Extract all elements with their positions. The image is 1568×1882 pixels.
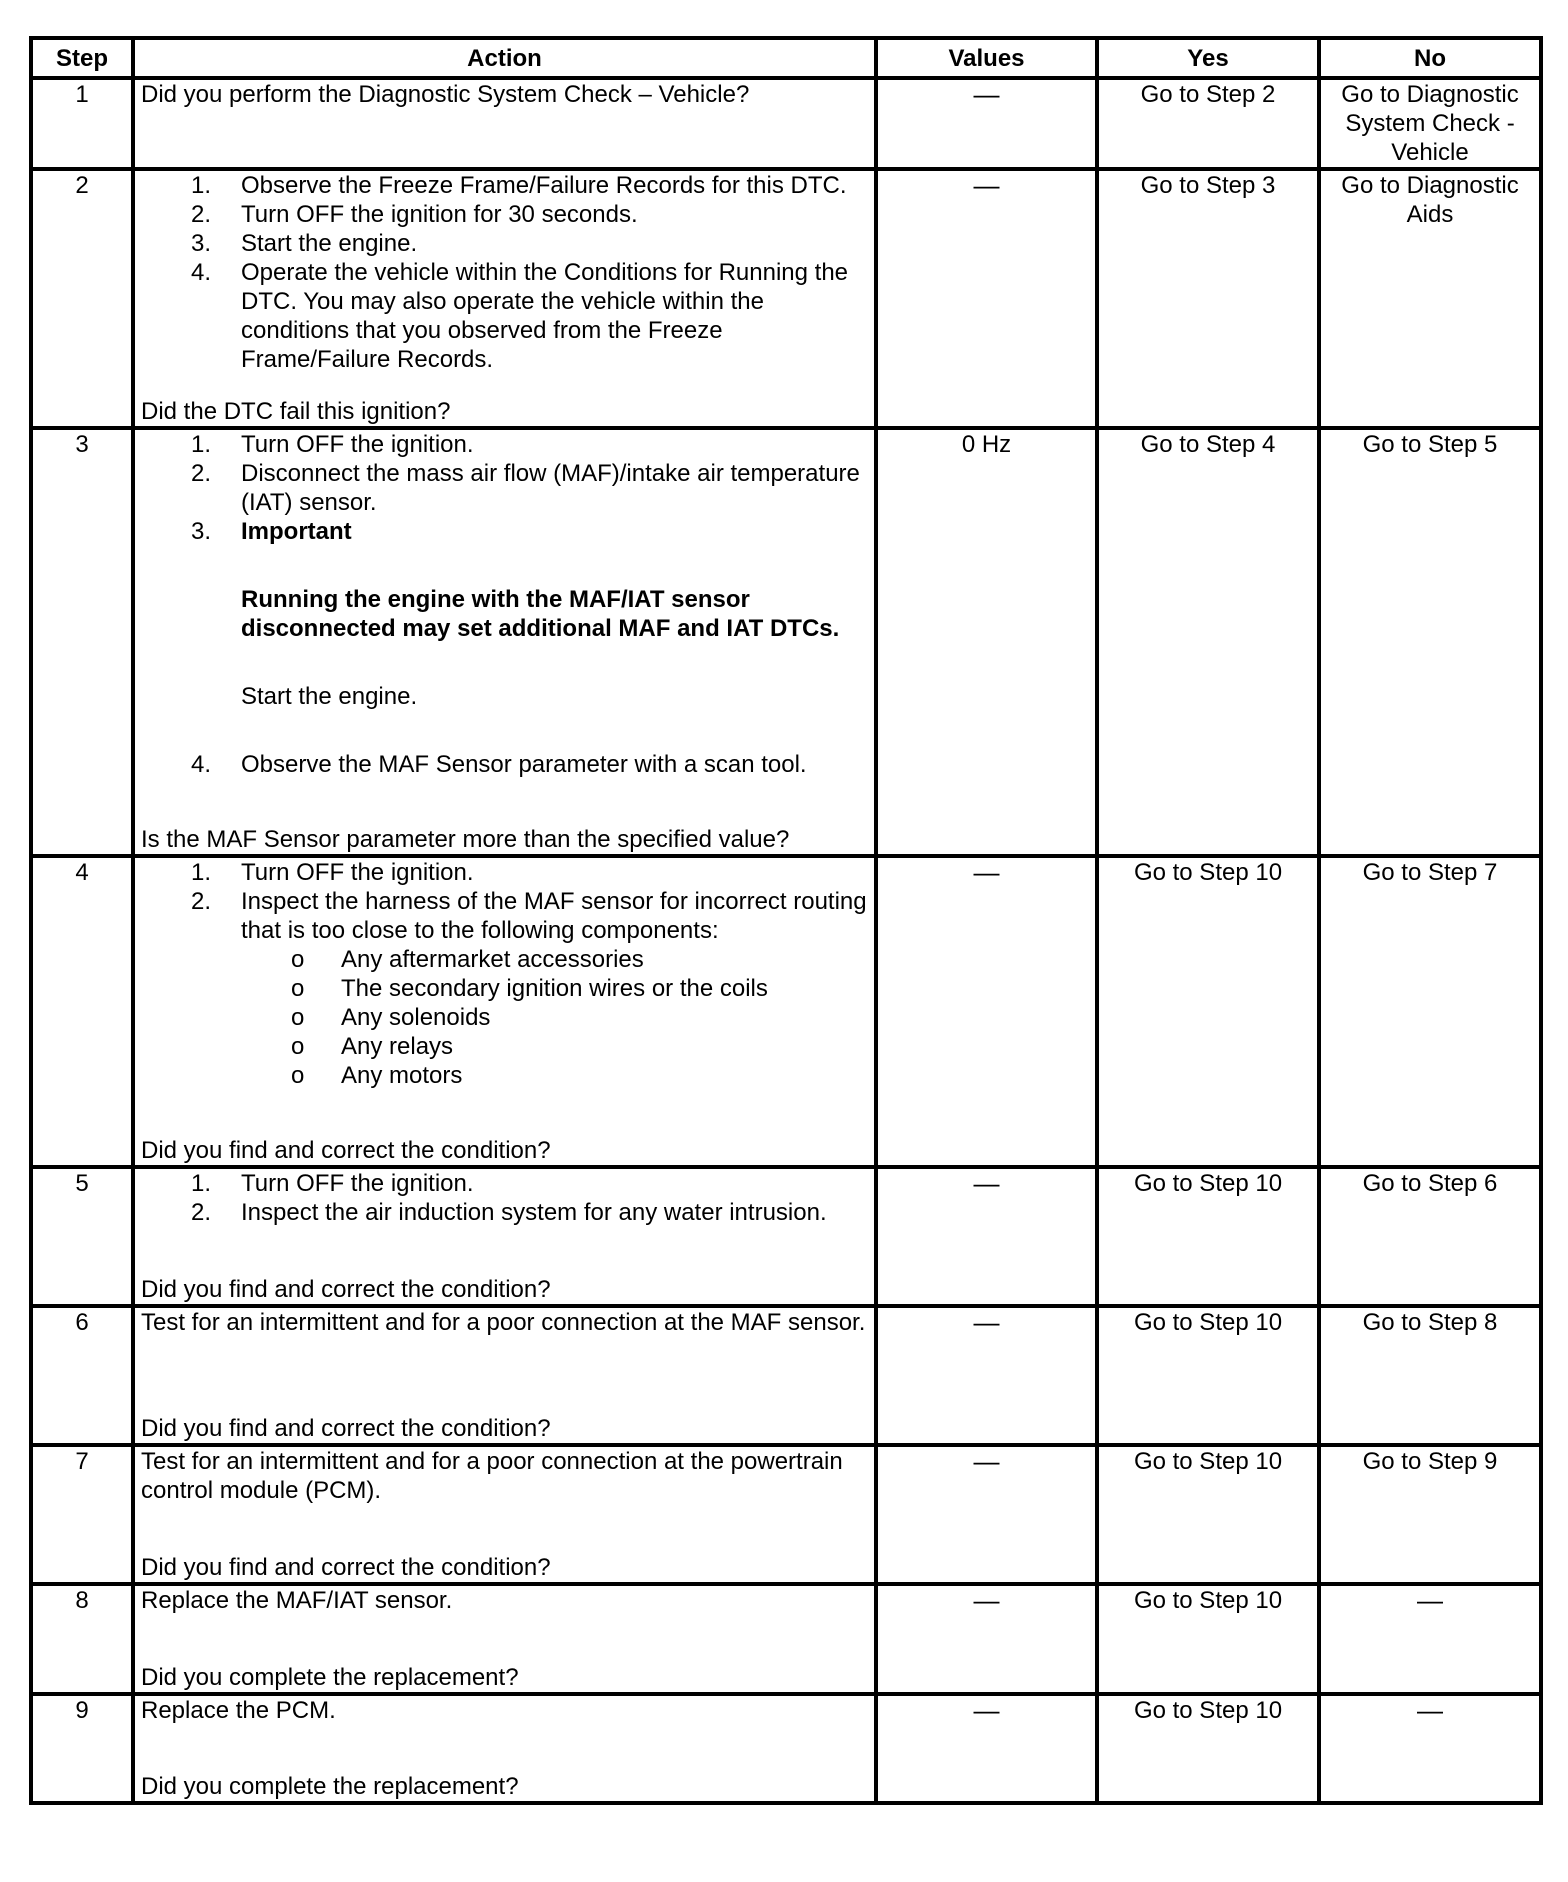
step-number: 4 (31, 856, 133, 1167)
step-number: 2 (31, 169, 133, 428)
header-values: Values (876, 38, 1097, 78)
diagnostic-table (29, 36, 1543, 1805)
list-item: 2. Turn OFF the ignition for 30 seconds. (191, 201, 638, 228)
list-item: 3. Start the engine. (191, 230, 418, 257)
header-no: No (1319, 38, 1541, 78)
action-question: Is the MAF Sensor parameter more than the specified value? (141, 826, 790, 853)
action-cell (133, 1694, 876, 1803)
list-item: 1. Turn OFF the ignition. (191, 431, 474, 458)
no-cell: Go to Diagnostic System Check - Vehicle (1319, 78, 1541, 169)
action-cell (133, 169, 876, 428)
header-step: Step (31, 38, 133, 78)
step-number: 5 (31, 1167, 133, 1306)
yes-cell: Go to Step 10 (1097, 856, 1319, 1167)
yes-cell: Go to Step 4 (1097, 428, 1319, 856)
list-item: o The secondary ignition wires or the coils (291, 975, 768, 1002)
action-question: Did you complete the replacement? (141, 1773, 519, 1800)
list-item: 1. Observe the Freeze Frame/Failure Records for this DTC. (191, 172, 847, 199)
no-cell: Go to Step 9 (1319, 1445, 1541, 1584)
action-cell (133, 1584, 876, 1694)
yes-cell: Go to Step 10 (1097, 1445, 1319, 1584)
step-number: 9 (31, 1694, 133, 1803)
yes-cell: Go to Step 2 (1097, 78, 1319, 169)
table-row-step-5 (31, 1167, 1541, 1306)
action-intro: Test for an intermittent and for a poor connection at the powertrain control module (PCM). (141, 1448, 843, 1504)
value-cell: — (876, 1306, 1097, 1445)
action-question: Did you find and correct the condition? (141, 1415, 551, 1442)
action-question: Did you find and correct the condition? (141, 1137, 551, 1164)
list-item: 2. Inspect the air induction system for any water intrusion. (191, 1199, 827, 1226)
value-cell: — (876, 856, 1097, 1167)
header-row (31, 38, 1541, 78)
list-item: 1. Turn OFF the ignition. (191, 859, 474, 886)
action-question: Did you find and correct the condition? (141, 1276, 551, 1303)
action-steps (141, 1169, 868, 1227)
important-note: Running the engine with the MAF/IAT sensor disconnected may set additional MAF and IAT DTCs. (241, 586, 840, 642)
list-item: 4. Observe the MAF Sensor parameter with a scan tool. (191, 751, 807, 778)
table-row-step-8 (31, 1584, 1541, 1694)
list-item: 2. Inspect the harness of the MAF sensor for incorrect routing that is too close to the following components: (191, 888, 867, 944)
action-question: Did you find and correct the condition? (141, 1554, 551, 1581)
list-item: o Any aftermarket accessories (291, 946, 644, 973)
no-cell: — (1319, 1694, 1541, 1803)
value-cell: — (876, 1584, 1097, 1694)
yes-cell: Go to Step 10 (1097, 1306, 1319, 1445)
table-row-step-2 (31, 169, 1541, 428)
list-item: o Any relays (291, 1033, 454, 1060)
action-cell (133, 428, 876, 856)
header-yes: Yes (1097, 38, 1319, 78)
action-cell (133, 1445, 876, 1584)
action-cell (133, 1306, 876, 1445)
list-item: o Any motors (291, 1062, 463, 1089)
step-number: 8 (31, 1584, 133, 1694)
value-cell: — (876, 1694, 1097, 1803)
table-row-step-6 (31, 1306, 1541, 1445)
action-question: Did you perform the Diagnostic System Check – Vehicle? (141, 81, 750, 108)
action-question: Did the DTC fail this ignition? (141, 398, 451, 425)
action-intro: Replace the PCM. (141, 1697, 336, 1724)
step-number: 1 (31, 78, 133, 169)
action-intro: Test for an intermittent and for a poor connection at the MAF sensor. (141, 1309, 866, 1336)
list-item: 3. Important Running the engine with the MAF/IAT sensor disconnected may set additional MAF and IAT DTCs. Start the engine. (141, 517, 868, 750)
no-cell: Go to Step 5 (1319, 428, 1541, 856)
step-number: 3 (31, 428, 133, 856)
yes-cell: Go to Step 3 (1097, 169, 1319, 428)
action-steps (141, 858, 868, 945)
no-cell: Go to Step 7 (1319, 856, 1541, 1167)
action-steps (141, 171, 868, 374)
action-cell (133, 856, 876, 1167)
table-row-step-3 (31, 428, 1541, 856)
action-cell (133, 78, 876, 169)
action-steps (141, 430, 868, 779)
action-intro: Replace the MAF/IAT sensor. (141, 1587, 453, 1614)
yes-cell: Go to Step 10 (1097, 1584, 1319, 1694)
action-cell (133, 1167, 876, 1306)
value-cell: — (876, 1167, 1097, 1306)
table-row-step-7 (31, 1445, 1541, 1584)
yes-cell: Go to Step 10 (1097, 1167, 1319, 1306)
step-number: 6 (31, 1306, 133, 1445)
list-item: 1. Turn OFF the ignition. (191, 1170, 474, 1197)
table-row-step-4 (31, 856, 1541, 1167)
list-item: 4. Operate the vehicle within the Conditions for Running the DTC. You may also operate the vehicle within the conditions that you observed from the Freeze Frame/Failure Records. (191, 259, 849, 373)
value-cell: 0 Hz (876, 428, 1097, 856)
header-action: Action (133, 38, 876, 78)
table-row-step-1 (31, 78, 1541, 169)
no-cell: Go to Diagnostic Aids (1319, 169, 1541, 428)
value-cell: — (876, 1445, 1097, 1584)
important-label: Important (241, 518, 352, 545)
no-cell: Go to Step 8 (1319, 1306, 1541, 1445)
list-item: o Any solenoids (291, 1004, 491, 1031)
action-question: Did you complete the replacement? (141, 1664, 519, 1691)
no-cell: Go to Step 6 (1319, 1167, 1541, 1306)
list-item: 2. Disconnect the mass air flow (MAF)/intake air temperature (IAT) sensor. (191, 460, 860, 516)
no-cell: — (1319, 1584, 1541, 1694)
table-row-step-9 (31, 1694, 1541, 1803)
important-followup: Start the engine. (241, 683, 418, 710)
component-list (141, 945, 868, 1090)
yes-cell: Go to Step 10 (1097, 1694, 1319, 1803)
step-number: 7 (31, 1445, 133, 1584)
value-cell: — (876, 78, 1097, 169)
value-cell: — (876, 169, 1097, 428)
